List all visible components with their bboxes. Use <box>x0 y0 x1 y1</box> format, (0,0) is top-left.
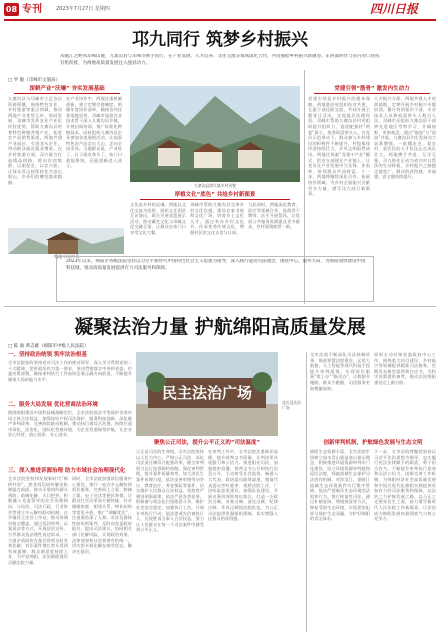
subhead-rule <box>314 93 430 94</box>
newspaper-logo: 四川日报 <box>370 2 419 16</box>
bottom-subhead-5: 创新审判机制，护航绿色发展与生态文明 <box>323 440 423 446</box>
bottom-lead: 2023年以来，绵阳市各级法院坚持以习近平新时代中国特色社会主义思想为指导，深入践行能动司法理念，围绕中心、服务大局，为绵阳加快建设中国科技城、推动高质量发展提供有力司法服务和保障。 <box>66 259 366 271</box>
text-column: 同时，全市法院加强诉讼服务中心建设，推行一站式多元解纷和诉讼服务，完善网上立案、跨域立案、电子送达等便民举措，让群众打官司更加方便快捷。针对婚姻家庭、相邻关系、物业纠纷等常见矛盾，推广“调解优先”，注重案结事了人和。对涉及群体性纠纷的案件，及时向党委政府报告，提出司法建议，协同相关部门化解风险，实现政治效果、法律效果和社会效果有机统一，切实把矛盾化解在萌芽状态、解决在基层。 <box>72 476 132 554</box>
text-column: 公正是司法的生命线。全市法院坚持以人民为中心，严格公正司法，深化司法责任制综合配套改革，健全审判权力运行监督制约机制，强化审判管理，提升案件质量效率。加大涉民生案件审理力度，依法妥善审理劳动争议、教育医疗、养老保险等案件，切实维护人民群众合法权益。坚持宽严相济刑事政策，依法严惩各类犯罪，积极参与常态化扫黑除恶斗争，维护社会安全稳定。加强执行工作，开展专项执行行动，依法惩戒失信被执行人，兑现胜诉当事人合法权益，努力让人民群众在每一个司法案件中感受到公平正义。 <box>136 449 204 533</box>
photo1-caption: “鹰巢”民宿外景 <box>52 254 80 259</box>
top-subhead-1: 深耕产业“沃壤” 夯实发展基础 <box>29 86 105 92</box>
text-column: 邛崃市帮助九寨沟县完善乡村文化设施，建设农家书屋和文化广场，培育乡土文化人才。通过举办乡村文化节，传承优秀传统文化，增强村民的文化自信与认同。 <box>190 202 244 235</box>
homestay-illustration <box>8 228 124 254</box>
photo2-caption: 九寨沟县漳扎镇乡村风貌 <box>194 183 236 188</box>
bottom-subhead-2: 二、服务大局发展 优化营商法治环境 <box>8 402 98 408</box>
photo3-caption: 北川县法治广场 <box>282 400 301 410</box>
photo-law-square <box>136 352 278 436</box>
photo-homestay <box>8 228 124 254</box>
text-column: 绵阳生态资源丰富，全市法院牢固树立绿水青山就是金山银山理念，积极推进环境资源审判专门化建设，设立环境资源审判庭和巡回法庭，探索流域生态保护司法协作机制，对涉涪江、嘉陵江流域生态环境案件实行集中管辖，依法严惩破坏生态环境违法犯罪行为。推行恢复性司法，通过补植复绿、增殖放流等方式，修复受损生态环境，实现惩治犯罪与保护生态双赢，守护好绵阳的青山绿水。 <box>310 449 370 522</box>
text-column: 人才振兴方面，两地共建人才培训基地，定期开展乡村振兴专题培训，累计培训基层干部、专业技术人员和致富带头人数百人次。邛崃市还组织九寨沟县干部到先进地区考察学习，开阔视野、更新观念。通过“输血”与“造血”并重，九寨沟县内生发展动力显著增强，一批懂农业、爱农村、爱农民的人才队伍正在成长壮大。两地携手共进、互学互鉴，邛九协作正成为省内对口帮扶的生动样板，乡村振兴之路越走越宽广，群众的获得感、幸福感、安全感持续提升。 <box>374 96 436 180</box>
column-divider <box>306 352 307 632</box>
text-column: 九寨沟县与邛崃市立足各自资源禀赋，围绕特色农业、乡村旅游等重点领域，推动两地产业优势互补、协同发展。邛崃市发挥农业产业化经验优势，帮助九寨沟县培育特色种植养殖产业，拓宽农产品销售渠道。两地共建产业园区，引进龙头企业，带动群众就近就业增收。在乡村旅游方面，双方联合打造精品线路，推出民宿集群，以旅促农、以农兴旅，让绿水青山持续转化为金山银山，乡亲们的腰包越来越鼓。 <box>8 96 62 185</box>
bottom-subhead-4: 聚焦公正司法，提升公平正义的“司法温度” <box>153 440 261 446</box>
section-name: 专刊 <box>22 4 42 15</box>
text-column: 全市法院始终坚持党对司法工作的绝对领导，深入学习贯彻党的二十大精神，把讲政治作为第一要求，坚决贯彻落实中央和省委、市委决策部署，确保审判执行工作始终沿着正确方向前进，不断提升服务大局的能力水平。 <box>8 360 132 382</box>
bottom-subhead-1: 一、坚持政治统领 筑牢法治根基 <box>8 352 87 358</box>
subhead-rule <box>140 199 290 200</box>
photo-village <box>130 86 300 182</box>
top-lead: 从岷江之畔到邛崃山麓，九寨沟县与邛崃市携手同行，在产业发展、人才培养、文化交流等领域深化合作，共同描绘乡村振兴新画卷。东西部协作与省内对口帮扶有机衔接，为两地高质量发展注入强劲动力。 <box>60 54 380 66</box>
bottom-byline: □ 陈 渝 黄志雄（绵阳市中级人民法院） <box>8 344 89 349</box>
top-headline: 邛九同行 筑梦乡村振兴 <box>132 30 308 50</box>
text-column: 在产业协作中，两地注重机制创新，建立定期会商制度，明确年度协作清单，确保各项任务落地见效。邛崃市选派农业技术骨干深入九寨沟县乡镇，开展田间培训，推广标准化种植技术。同时组织九寨沟县企业参加各类展销活动，让高原特色农产品走出大山、走向全国市场。当地群众说，产业旺了，日子就有奔头了，家门口就能挣钱，还能照顾老人孩子。 <box>66 96 122 169</box>
top-subhead-2: 厚植文化“底色” 共绘乡村新图景 <box>174 192 256 198</box>
issue-info: 2023年7月27日 星期四 <box>56 6 110 12</box>
page-number-badge: 08 <box>5 5 18 14</box>
masthead-rule <box>4 19 436 21</box>
text-column: 党建引领是乡村振兴的根本保障。两地基层党组织结对共建，互派干部挂职交流，共同开展主题党日活动，交流基层治理经验。邛崃市帮助九寨沟县村党组织提升组织力，选优配强村“两委”班子，培养致富带头人。在党员示范带动下，群众参与乡村建设的积极性不断提升，村级集体经济持续壮大，乡风文明蔚然成风。两地还探索“党建+产业”模式，把党支部建在产业链上，让党员在产业发展中当先锋、作表率，带领群众共同致富。下一步，两地将继续深化合作，拓展协作领域，为乡村全面振兴贡献更多力量，谱写邛九同行新篇章。 <box>308 96 370 197</box>
text-column: 下一步，全市法院将继续坚持以习近平法治思想为指导，忠实履行宪法法律赋予的职责，勇于担当作为，不断提升审判执行质效和司法公信力，创新完善工作机制，为绵阳经济社会高质量发展和中国式现代化绵阳实践提供更加有力的司法服务和保障，以法治之力护航发展之路，以公正之光照亮民生之需，奋力谱写新时代人民法院工作新篇章，让法治成为绵阳发展的最强底气与核心竞争力。 <box>374 449 436 522</box>
village-illustration <box>130 86 300 182</box>
top-subhead-3: 党建引领“筋骨” 激发内生动力 <box>334 86 410 92</box>
text-column: 围绕绵阳建设中国科技城战略定位，全市法院依法平等保护各类市场主体合法权益，加强知识产权司法保护，服务科技创新。深化破产审判改革，完善府院联动机制，推动执行难综合治理，持续打造市场化、法治化、国际化营商环境，为企业发展保驾护航，让企业安心经营、放心投资、专心创业。 <box>8 410 132 438</box>
text-column: 同时主动对接党委政府中心工作，围绕重大项目建设、乡村振兴等领域提供精准司法服务，定期发布典型案例和白皮书，为科学决策提供参考，推动法治绵阳建设迈上新台阶。 <box>374 352 436 385</box>
text-column: 与此同时，两地深化教育、医疗等领域合作，选派骨干教师、医生开展帮扶，让优质公共服务资源惠及更多群众，乡村面貌焕然一新。 <box>248 202 300 230</box>
text-column: 全市法院不断深化司法体制改革，推进智慧法院建设，运用大数据、人工智能等现代科技手段提升审判质效，实现诉讼服务“掌上办”“指尖办”，让数据多跑路、群众少跑腿，司法服务更加便捷高效。 <box>310 352 370 391</box>
bottom-headline: 凝聚法治力量 护航绵阳高质量发展 <box>74 316 366 338</box>
bottom-subhead-3: 三、深入推进诉源治理 助力市域社会治理现代化 <box>8 468 126 474</box>
text-column: 文化是乡村的灵魂。两地以文化交流为纽带，组织文艺团队互访演出，联合开展非遗展示活动，推动藏羌文化与邛崃文化交融互鉴，让群众在家门口享受文化大餐。 <box>130 202 186 235</box>
masthead <box>0 0 440 20</box>
law-square-sign: 民主法治广场 <box>161 384 252 402</box>
top-byline: □ 罗 敏（邛崃市文旅局） <box>8 78 61 83</box>
text-column: 在审判工作中，全市法院注重释法说理，提升裁判文书质量，让判决更具说服力和公信力。推进阳光司法，加强庭审直播、裁判文书公开和执行信息公开，主动接受社会监督。畅通人大代表、政协委员联络渠道，邀请代表委员旁听庭审、视察法院工作，广泛听取意见建议。加强队伍建设，开展业务培训和岗位练兵，打造一支政治过硬、业务过硬、责任过硬、纪律过硬、作风过硬的法院队伍，为公正司法提供坚强组织保障，切实增强人民群众的获得感。 <box>208 449 278 522</box>
subhead-rule <box>14 93 120 94</box>
section-divider <box>4 306 436 307</box>
text-column: 全市法院坚持和发展新时代“枫桥经验”，把非诉讼纠纷解决机制挺在前面，推动矛盾纠纷源头预防、前端化解、关口把控。积极融入党委领导的社会治理格局，与综治、司法行政、行业协会等建立多元解纷联动机制，在乡镇设立法官工作站，推动诉调对接全覆盖。通过巡回审判、以案说法等方式，开展法治宣传，引导群众依法理性表达诉求。一大批矛盾纠纷在基层得到及时有效化解，诉讼案件增长势头得到有效遏制，群众满意度持续上升，为平安绵阳、法治绵阳建设贡献法院力量。 <box>8 476 68 565</box>
